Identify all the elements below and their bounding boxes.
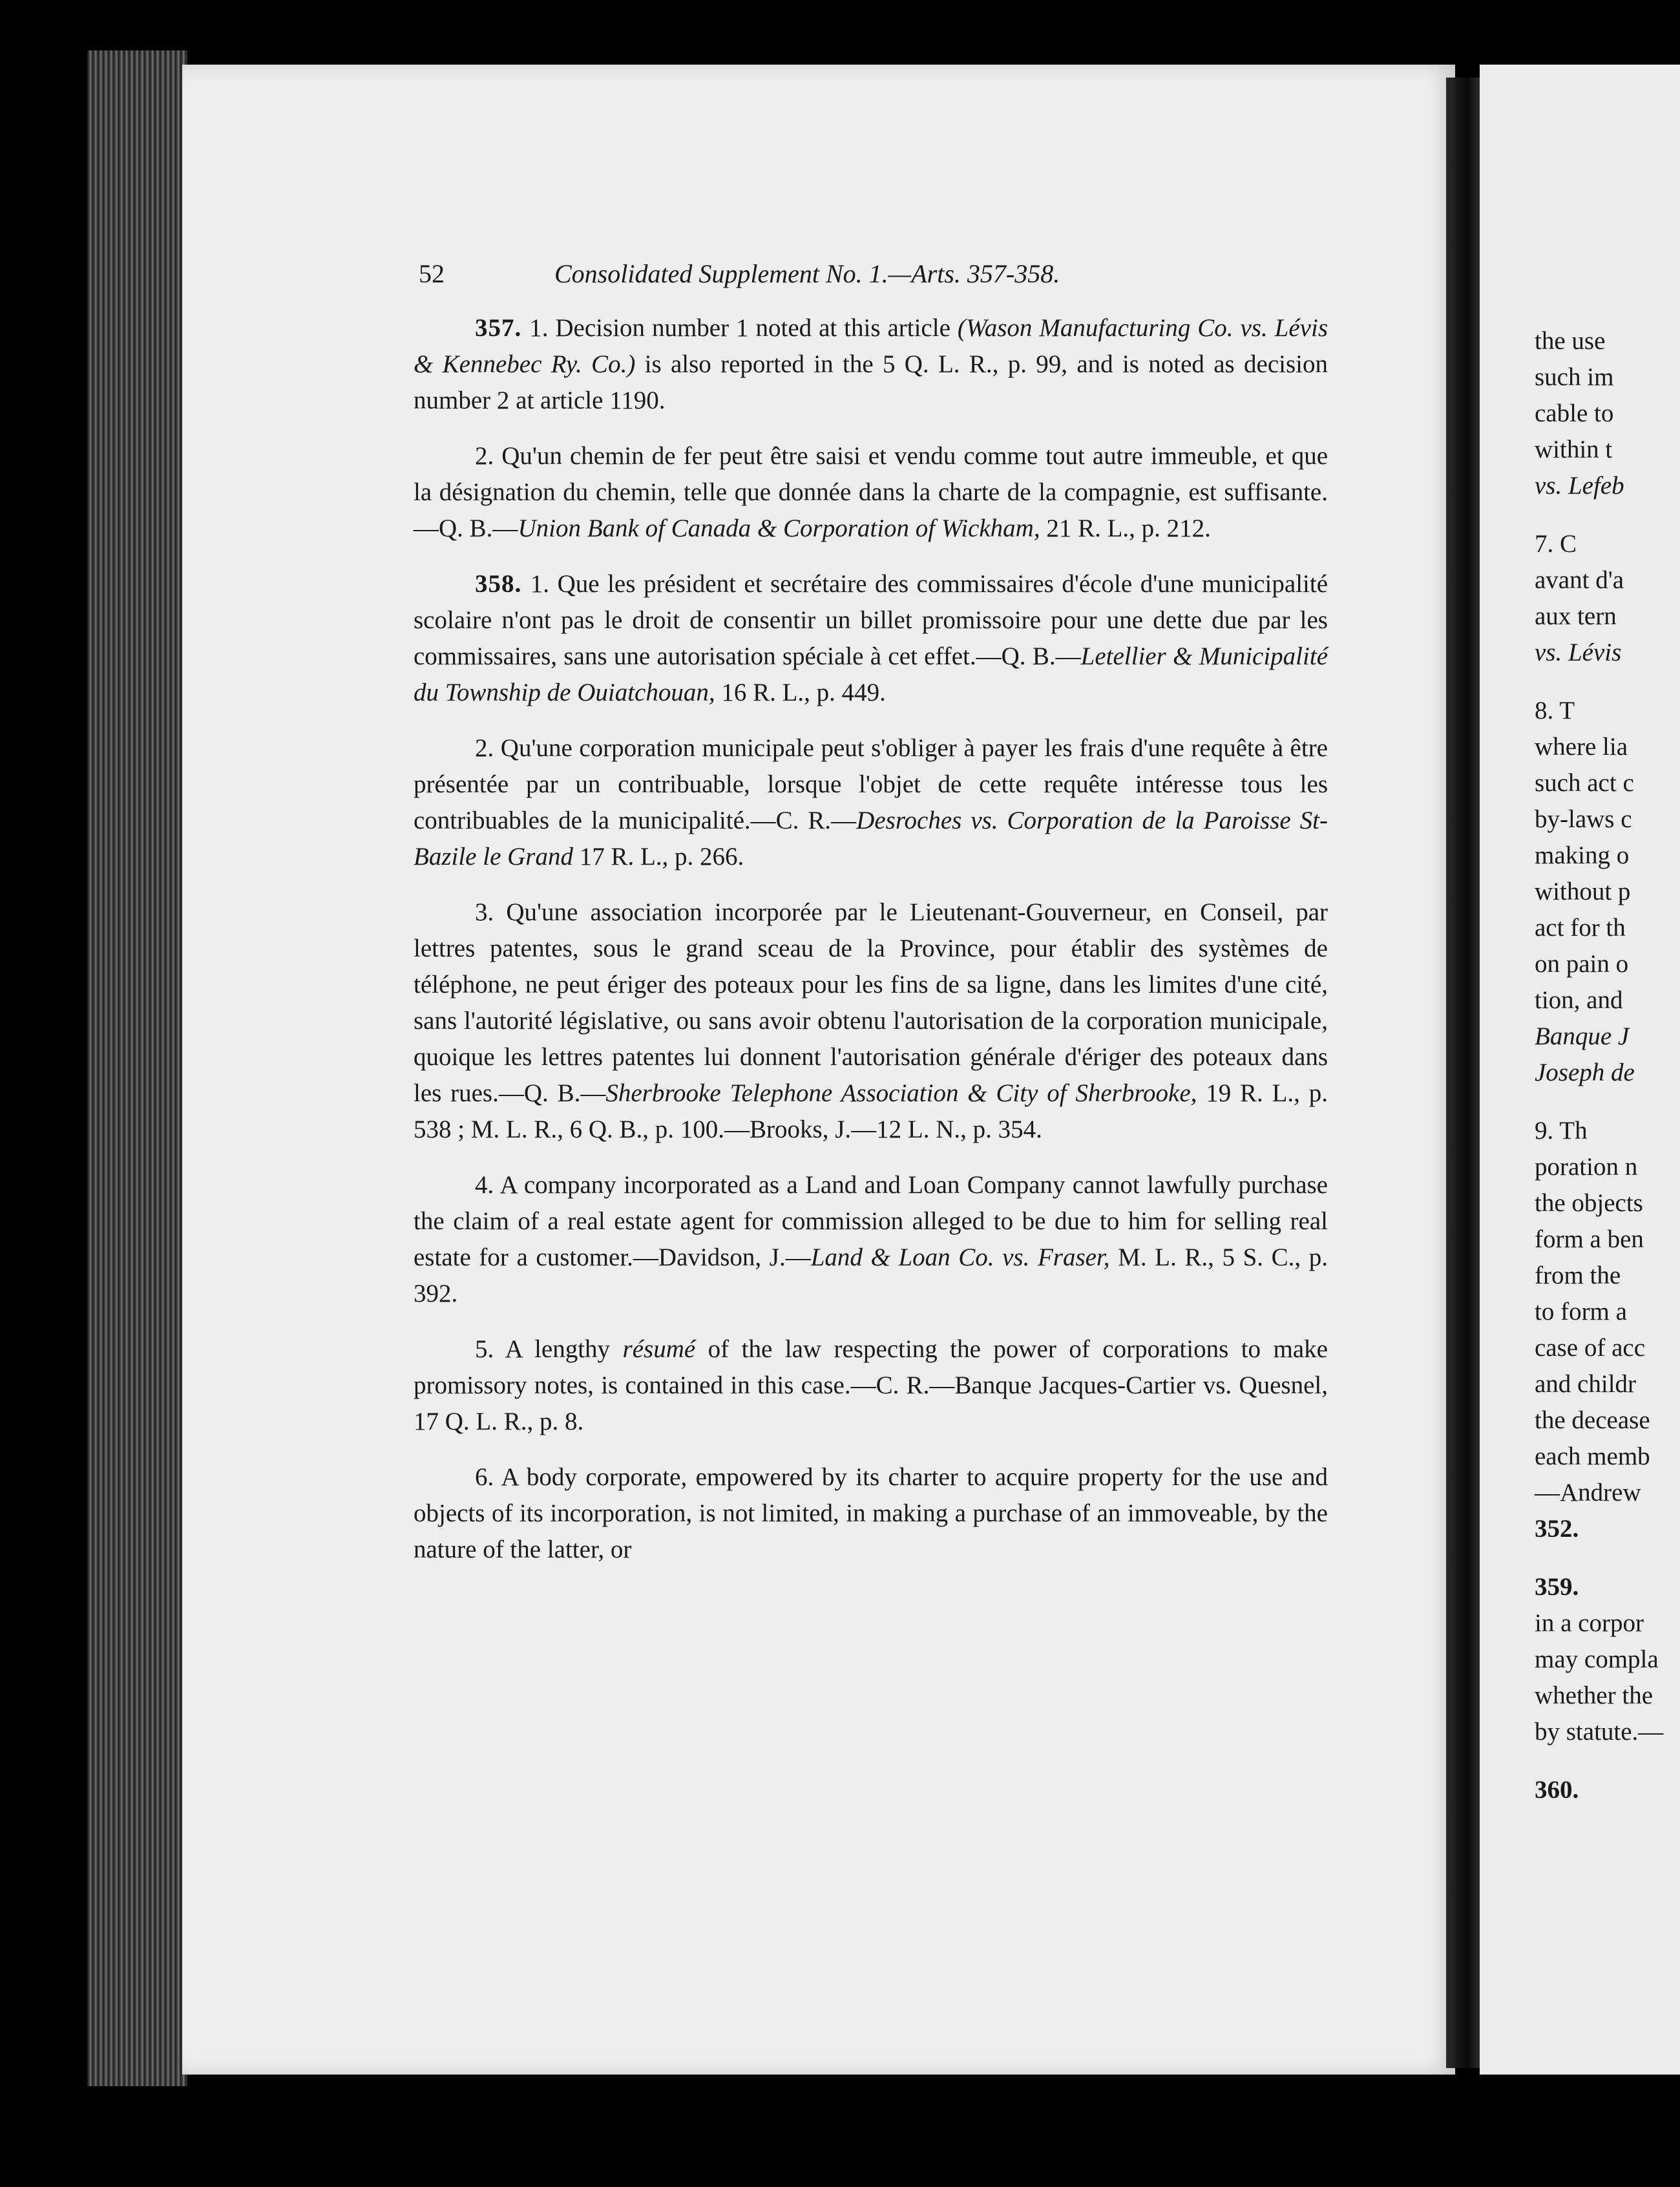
paragraph-text-tail: 17 R. L., p. 266.	[572, 843, 744, 871]
line-gap	[1535, 1547, 1680, 1569]
right-page-line: such act c	[1535, 769, 1634, 797]
right-page-line: vs. Lefeb	[1535, 472, 1624, 500]
paragraph-text: 1. Decision number 1 noted at this article	[529, 314, 958, 342]
right-page-line: such im	[1535, 363, 1614, 391]
article-number: 357.	[475, 314, 530, 342]
right-page-line: 359.	[1535, 1573, 1579, 1601]
case-citation: (Wason Manufacturing Co. vs. Lévis & Kennebec Ry. Co.)	[414, 314, 1328, 378]
paragraph	[414, 438, 1328, 547]
right-page-line: from the	[1535, 1262, 1621, 1289]
paragraph	[414, 730, 1328, 875]
right-page-line: the use	[1535, 327, 1606, 355]
paragraph-text: 6. A body corporate, empowered by its charter to acquire property for the use and objects of its incorporation, is not limited, in making a purchase of an immoveable, by the nature of the latter, or	[414, 1463, 1328, 1563]
right-page-line: may compla	[1535, 1645, 1659, 1673]
page-number: 52	[419, 259, 445, 288]
paragraph-text: 5. A lengthy	[475, 1335, 623, 1363]
right-page-line: form a ben	[1535, 1225, 1644, 1253]
paragraph-text: 3. Qu'une association incorporée par le Lieutenant-Gouverneur, en Conseil, par lettres patentes, sous le grand sceau de la Province, pour établir des systèmes de téléphone, ne peut ériger des poteaux pour les fins de sa ligne, dans les limites d'une cité, sans l'autorité législative, ou sans avoir obtenu l'autorisation de la corporation municipale, quoique les lettres patentes lui donnent l'autorisation générale d'ériger des poteaux dans les rues.—Q. B.—	[414, 898, 1328, 1107]
right-page-line: each memb	[1535, 1442, 1650, 1470]
line-gap	[1535, 1750, 1680, 1772]
right-page-line: to form a	[1535, 1298, 1627, 1326]
right-page-line: tion, and	[1535, 986, 1623, 1014]
right-page-line: by statute.—	[1535, 1718, 1664, 1746]
case-citation: Land & Loan Co. vs. Fraser,	[810, 1243, 1110, 1271]
right-page-line: 7. C	[1535, 530, 1577, 558]
right-page-line: whether the	[1535, 1682, 1654, 1709]
paragraph-text: 4. A company incorporated as a Land and Loan Company cannot lawfully purchase the claim of a real estate agent for commission alleged to be due to him for selling real estate for a customer.—Davidson, J.—	[414, 1171, 1328, 1271]
paragraph	[414, 1459, 1328, 1568]
line-gap	[1535, 671, 1680, 693]
paragraph-text-tail: M. L. R., 5 S. C., p. 392.	[414, 1243, 1328, 1307]
right-page-line: Joseph de	[1535, 1059, 1635, 1086]
right-page-line: 9. Th	[1535, 1117, 1588, 1145]
right-page-body	[1535, 323, 1680, 1808]
right-page-line: on pain o	[1535, 950, 1629, 978]
left-page-body	[414, 310, 1328, 1587]
right-page-line: 360.	[1535, 1776, 1579, 1804]
page-header	[419, 259, 1323, 304]
right-page-line: making o	[1535, 841, 1630, 869]
paragraph-text: 2. Qu'un chemin de fer peut être saisi et vendu comme tout autre immeuble, et que la désignation du chemin, telle que donnée dans la charte de la compagnie, est suffisante.—Q. B.—	[414, 442, 1328, 542]
right-page-line: cable to	[1535, 399, 1614, 427]
paragraph	[414, 1167, 1328, 1312]
paragraph	[414, 310, 1328, 419]
case-citation: résumé	[622, 1335, 696, 1363]
article-number: 358.	[475, 570, 530, 598]
book-gutter	[1446, 78, 1482, 2068]
paragraph-text-tail: 21 R. L., p. 212.	[1040, 514, 1211, 542]
book-page-edges	[87, 50, 187, 2086]
paragraph-text: 2. Qu'une corporation municipale peut s'obliger à payer les frais d'une requête à être présentée par un contribuable, lorsque l'objet de cette requête intéresse tous les contribuables de la municipalité.—C. R.—	[414, 734, 1328, 834]
right-page-line: Banque J	[1535, 1022, 1630, 1050]
right-page-line: vs. Lévis	[1535, 639, 1622, 666]
right-page-line: poration n	[1535, 1153, 1638, 1181]
right-page-line: by-laws c	[1535, 805, 1632, 833]
case-citation: Sherbrooke Telephone Association & City of Sherbrooke,	[605, 1079, 1197, 1107]
paragraph-text-tail: 16 R. L., p. 449.	[715, 679, 886, 706]
case-citation: Union Bank of Canada & Corporation of Wickham,	[518, 514, 1040, 542]
paragraph-text: 1. Que les président et secrétaire des commissaires d'école d'une municipalité scolaire n'ont pas le droit de consentir un billet promissoire pour une dette due par les commissaires, sans une autorisation spéciale à cet effet.—Q. B.—	[414, 570, 1328, 670]
paragraph	[414, 566, 1328, 711]
right-page-line: —Andrew	[1535, 1479, 1641, 1506]
line-gap	[1535, 504, 1680, 526]
paragraph-text-tail: is also reported in the 5 Q. L. R., p. 99, and is noted as decision number 2 at article 1190.	[414, 350, 1328, 414]
line-gap	[1535, 1091, 1680, 1113]
right-page-line: and childr	[1535, 1370, 1637, 1398]
right-page-line: 8. T	[1535, 697, 1575, 724]
right-page-line: where lia	[1535, 733, 1628, 761]
right-page-line: the decease	[1535, 1406, 1650, 1434]
right-page-line: the objects	[1535, 1189, 1643, 1217]
paragraph-text-tail: of the law respecting the power of corporations to make promissory notes, is contained in this case.—C. R.—Banque Jacques-Cartier vs. Quesnel, 17 Q. L. R., p. 8.	[414, 1335, 1328, 1435]
right-page-line: 352.	[1535, 1515, 1579, 1543]
running-title: Consolidated Supplement No. 1.—Arts. 357-358.	[554, 259, 1060, 288]
right-page-line: aux tern	[1535, 602, 1617, 630]
right-page-line: within t	[1535, 436, 1613, 463]
case-citation: Letellier & Municipalité du Township de Ouiatchouan,	[414, 642, 1328, 706]
right-page-line: avant d'a	[1535, 566, 1624, 594]
paragraph	[414, 1331, 1328, 1440]
case-citation: Desroches vs. Corporation de la Paroisse St-Bazile le Grand	[414, 807, 1328, 871]
right-page-line: in a corpor	[1535, 1609, 1644, 1637]
paragraph-text-tail: 19 R. L., p. 538 ; M. L. R., 6 Q. B., p. 100.—Brooks, J.—12 L. N., p. 354.	[414, 1079, 1328, 1143]
right-page-line: without p	[1535, 878, 1631, 905]
paragraph	[414, 894, 1328, 1148]
right-page-line: act for th	[1535, 914, 1626, 942]
right-page-line: case of acc	[1535, 1334, 1646, 1362]
